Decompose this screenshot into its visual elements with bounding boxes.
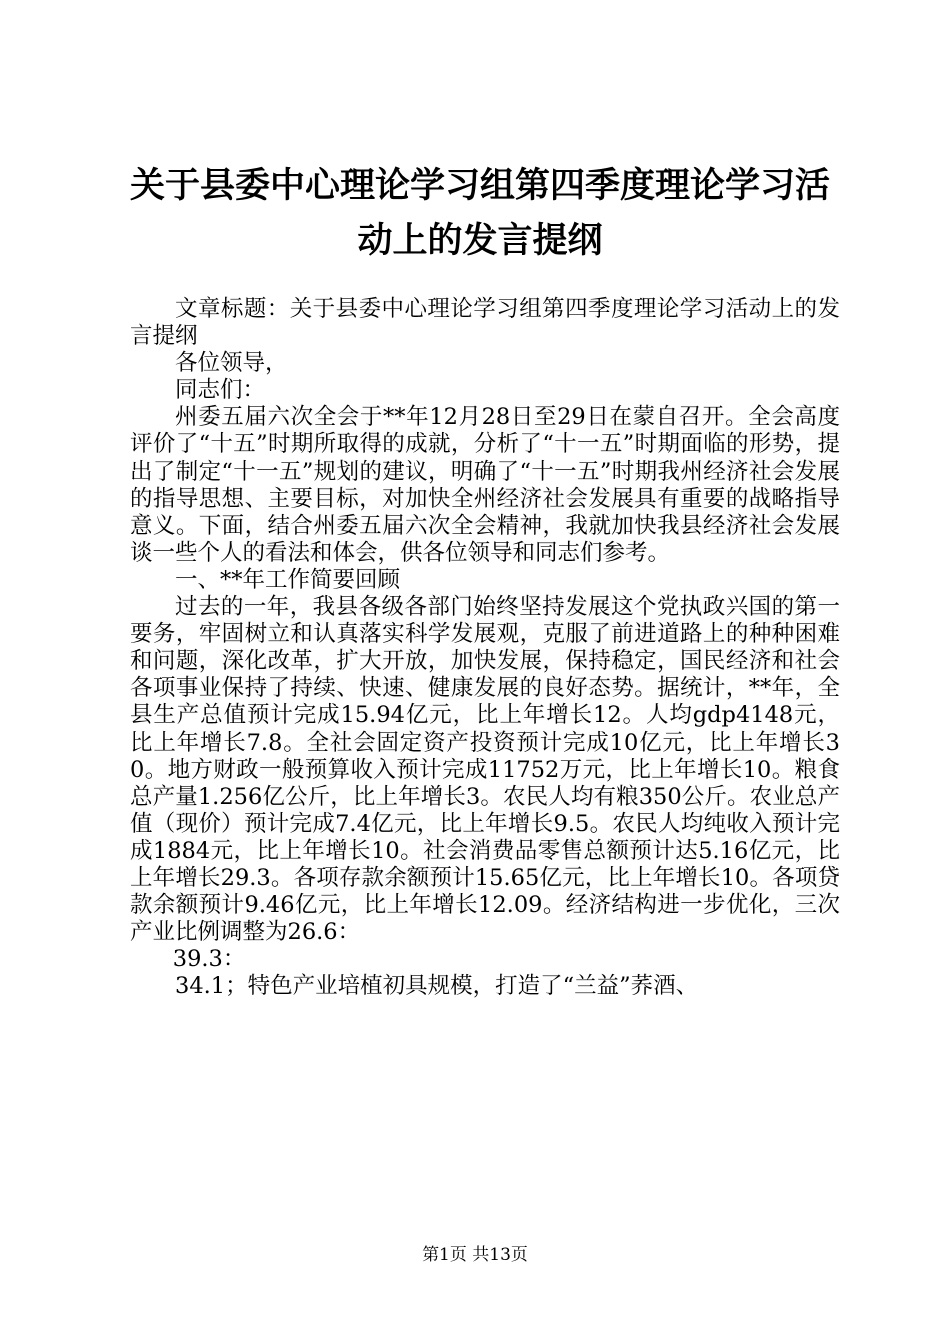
document-title-line-2: 动上的发言提纲 — [357, 221, 603, 261]
paragraph-industry: 34.1；特色产业培植初具规模，打造了“兰益”荞酒、 — [175, 973, 699, 1000]
paragraph-introduction: 州委五届六次全会于**年12月28日至29日在蒙自召开。全会高度评价了“十五”时期所取得的成就，分析了“十一五”时期面临的形势，提出了制定“十一五”规划的建议，明确了“十一五”时期我州经济社会发展的指导思想、主要目标，对加快全州经济社会发展具有重要的战略指导意义。下面，结合州委五届六次全会精神，我就加快我县经济社会发展谈一些个人的看法和体会，供各位领导和同志们参考。 — [130, 404, 840, 566]
paragraph-salutation-leaders: 各位领导， — [175, 350, 288, 377]
paragraph-article-title: 文章标题：关于县委中心理论学习组第四季度理论学习活动上的发言提纲 — [130, 296, 840, 350]
document-title-line-1: 关于县委中心理论学习组第四季度理论学习活 — [129, 166, 830, 206]
paragraph-ratio-part: 39.3： — [172, 946, 246, 973]
paragraph-review: 过去的一年，我县各级各部门始终坚持发展这个党执政兴国的第一要务，牢固树立和认真落实科学发展观，克服了前进道路上的种种困难和问题，深化改革，扩大开放，加快发展，保持稳定，国民经济和社会各项事业保持了持续、快速、健康发展的良好态势。据统计，**年，全县生产总值预计完成15.94亿元，比上年增长12。人均gdp4148元，比上年增长7.8。全社会固定资产投资预计完成10亿元，比上年增长30。地方财政一般预算收入预计完成11752万元，比上年增长10。粮食总产量1.256亿公斤，比上年增长3。农民人均有粮350公斤。农业总产值（现价）预计完成7.4亿元，比上年增长9.5。农民人均纯收入预计完成1884元，比上年增长10。社会消费品零售总额预计达5.16亿元，比上年增长29.3。各项存款余额预计15.65亿元，比上年增长10。各项贷款余额预计9.46亿元，比上年增长12.09。经济结构进一步优化，三次产业比例调整为26.6： — [130, 594, 840, 946]
page-number-footer: 第1页 共13页 — [422, 1245, 528, 1265]
section-heading-review: 一、**年工作简要回顾 — [175, 566, 401, 593]
paragraph-salutation-comrades: 同志们： — [175, 377, 266, 404]
document-body — [130, 296, 840, 1000]
